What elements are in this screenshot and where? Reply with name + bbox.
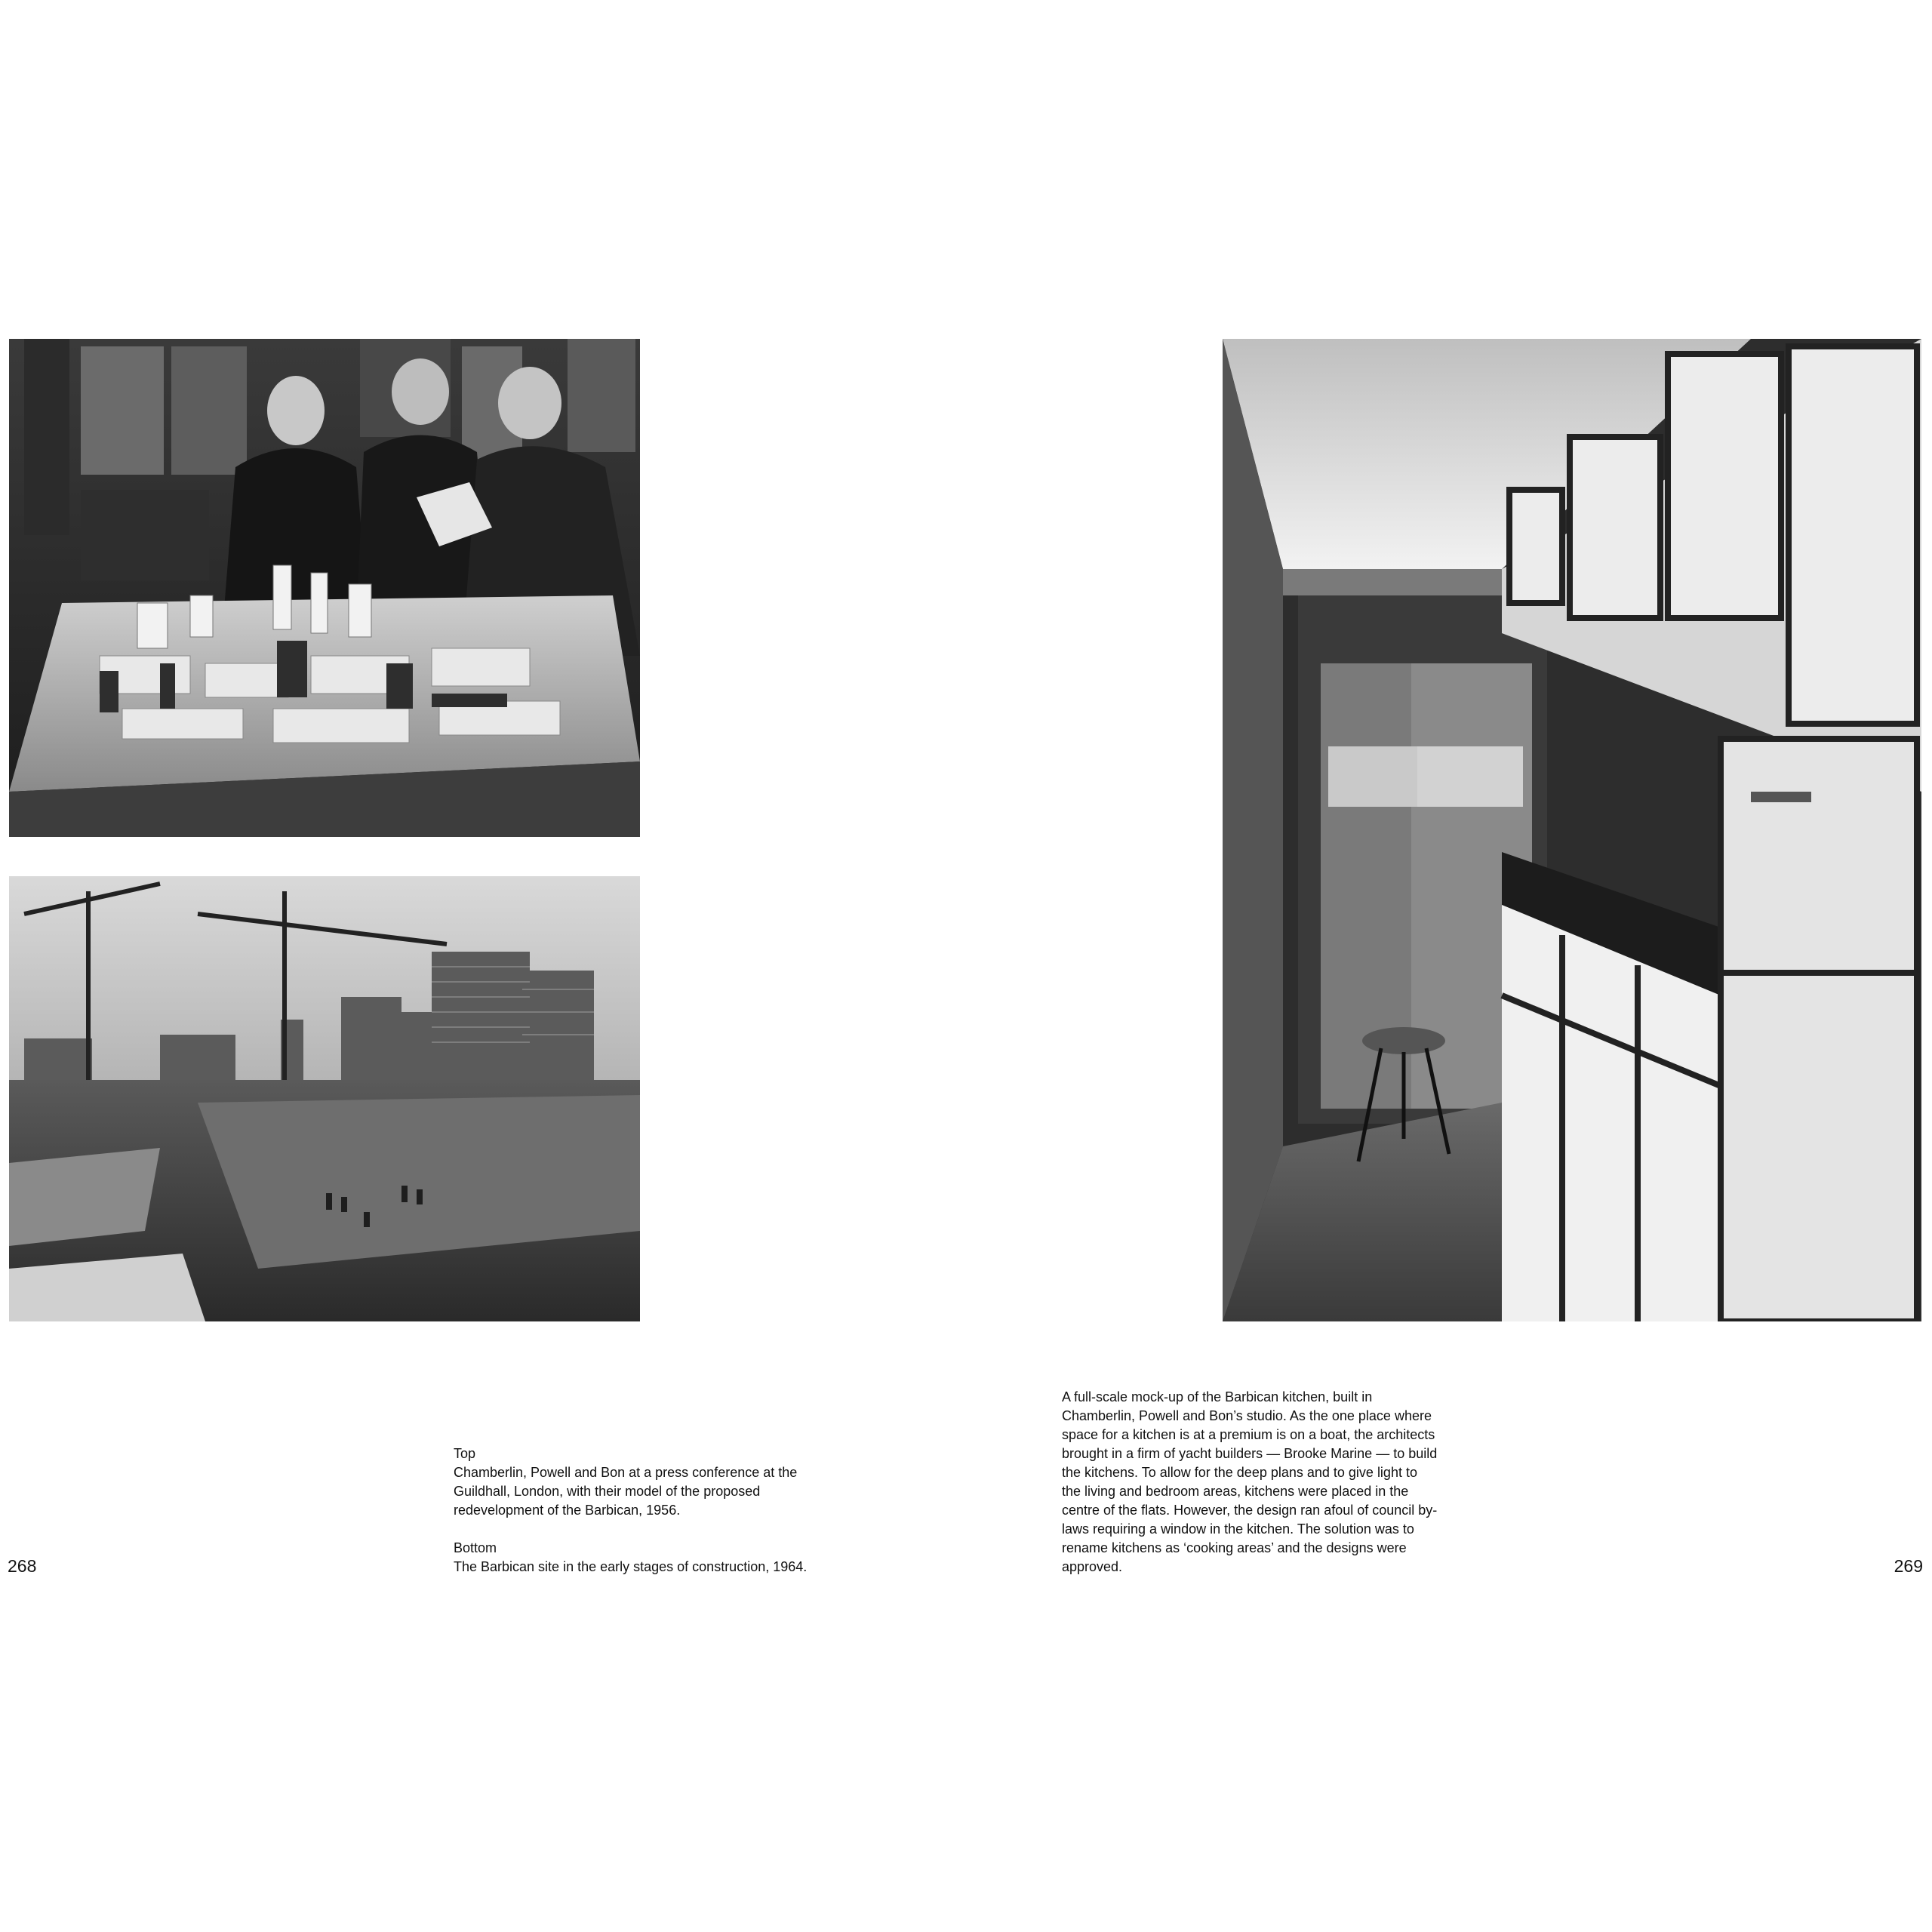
caption-spacer — [454, 1520, 846, 1539]
caption-bottom-label: Bottom — [454, 1540, 497, 1555]
caption-bottom-text: The Barbican site in the early stages of construction, 1964. — [454, 1559, 808, 1574]
caption-top-label: Top — [454, 1446, 476, 1461]
caption-kitchen-text: A full-scale mock-up of the Barbican kitchen, built in Chamberlin, Powell and Bon’s studio. As the one place where space for a kitchen is at a premium is on a boat, the architects brought in a firm of yacht builders — Brooke Marine — to build the kitchens. To allow for the deep plans and to give light to the living and bedroom areas, kitchens were placed in the centre of the flats. However, the design ran afoul of council by-laws requiring a window in the kitchen. The solution was to rename kitchens as ‘cooking areas’ and the designs were approved. — [1062, 1389, 1438, 1574]
photo-kitchen-mockup — [1223, 339, 1921, 1321]
photo-construction-site — [9, 876, 640, 1321]
caption-top-text: Chamberlin, Powell and Bon at a press conference at the Guildhall, London, with their model of the proposed redevelopment of the Barbican, 1956. — [454, 1465, 798, 1518]
photo-kitchen-mockup-image — [1223, 339, 1921, 1321]
caption-left — [454, 1444, 846, 1577]
photo-architects-with-model-image — [9, 339, 640, 837]
page-number-right: 269 — [1894, 1556, 1923, 1576]
page-number-left: 268 — [8, 1556, 37, 1576]
caption-right — [1062, 1388, 1439, 1577]
photo-construction-site-image — [9, 876, 640, 1321]
photo-architects-with-model — [9, 339, 640, 837]
